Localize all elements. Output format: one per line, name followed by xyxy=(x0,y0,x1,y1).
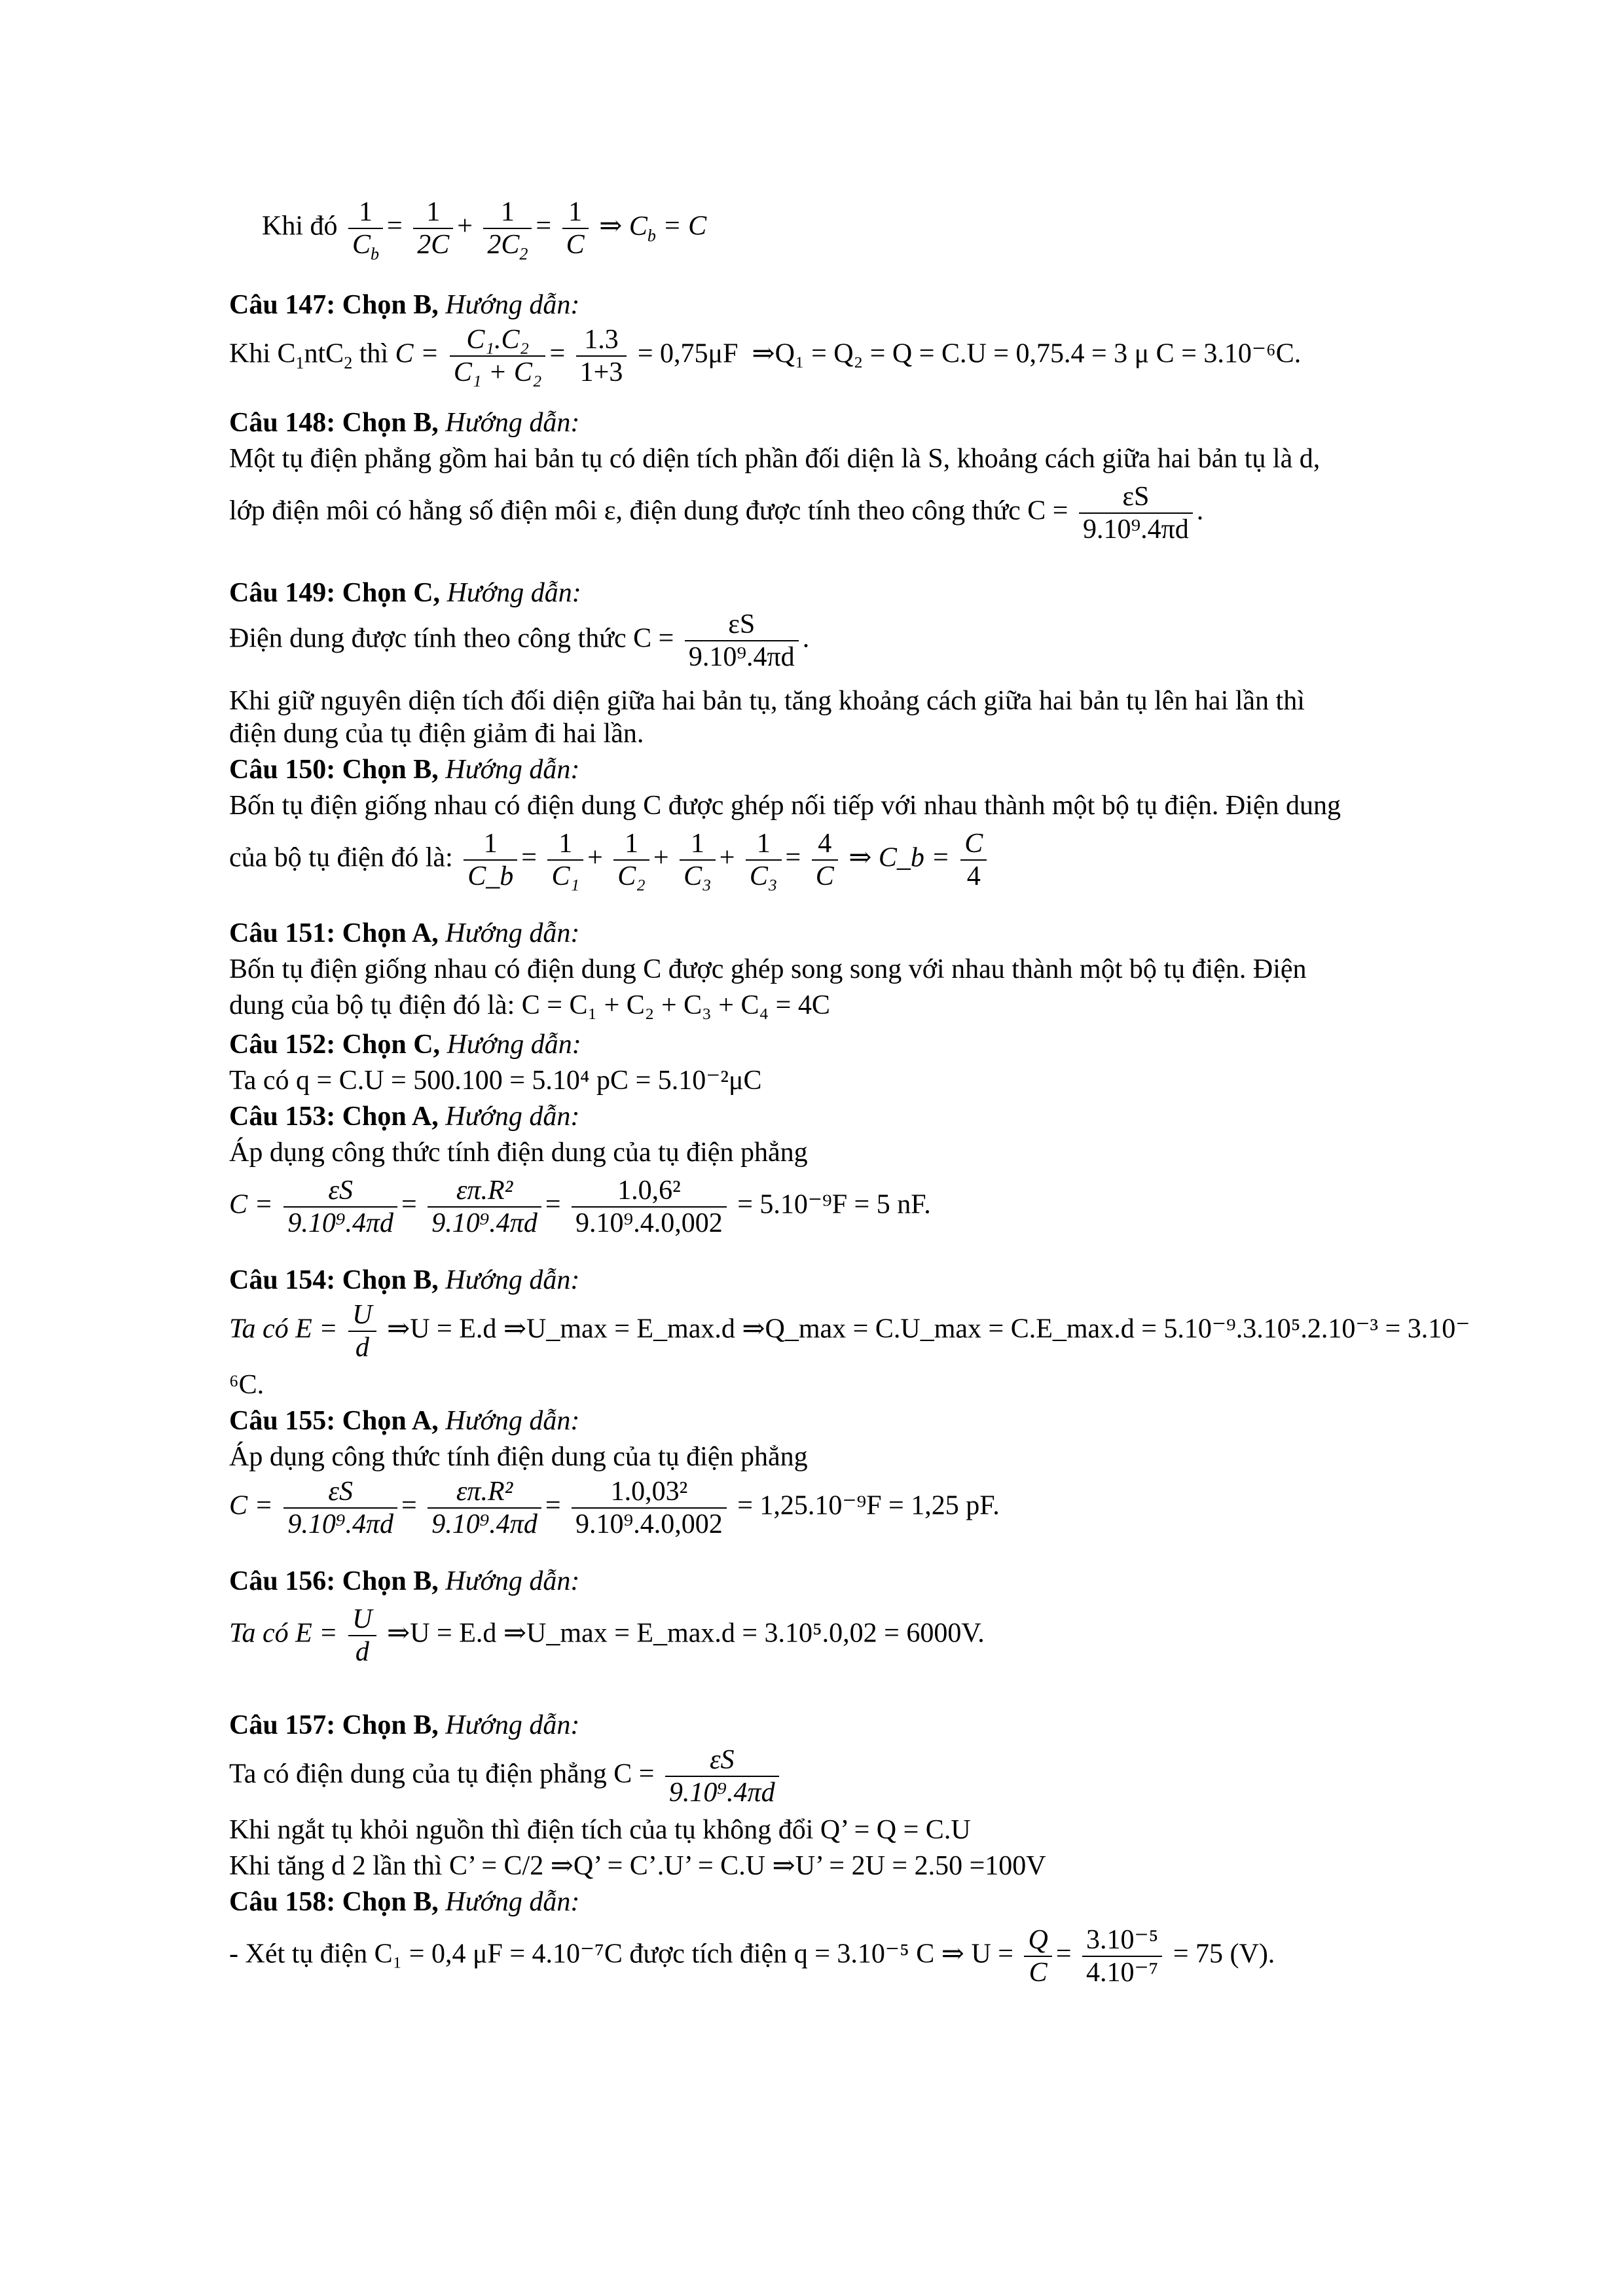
fraction: $\frac{1}{C}$ xyxy=(562,196,589,260)
question-heading: Câu 151: Chọn A, Hướng dẫn: xyxy=(229,918,580,948)
question-heading: Câu 154: Chọn B, Hướng dẫn: xyxy=(229,1265,580,1295)
fraction: $\frac{1}{C\_b}$ xyxy=(464,828,517,892)
formula-line: - Xét tụ điện C₁ = 0,4 μF = 4.10⁻⁷C được tích điện q = 3.10⁻⁵ C ⇒ U = $\frac{Q}{C}$ = $\frac{\text{3.10⁻⁵}}{\text{4.10⁻⁷}}$ = 75 (V). xyxy=(229,1925,1275,1988)
paragraph: Bốn tụ điện giống nhau có điện dung C được ghép nối tiếp với nhau thành một bộ tụ điện. Điện dung xyxy=(229,791,1341,821)
fraction: $\frac{\varepsilon S}{\text{9.10⁹.4πd}}$ xyxy=(283,1476,397,1540)
fraction: $\frac{1}{2C}$ xyxy=(413,196,453,260)
question-heading: Câu 153: Chọn A, Hướng dẫn: xyxy=(229,1102,580,1132)
paragraph: Khi giữ nguyên diện tích đối diện giữa hai bản tụ, tăng khoảng cách giữa hai bản tụ lên hai lần thì xyxy=(229,686,1305,716)
paragraph: Áp dụng công thức tính điện dung của tụ điện phẳng xyxy=(229,1442,808,1472)
question-heading: Câu 150: Chọn B, Hướng dẫn: xyxy=(229,755,580,785)
paragraph: Một tụ điện phẳng gồm hai bản tụ có diện tích phần đối diện là S, khoảng cách giữa hai bản tụ là d, xyxy=(229,444,1321,474)
fraction: $\frac{\varepsilon S}{\text{9.10⁹.4πd}}$ xyxy=(1079,481,1193,545)
fraction: $\frac{1}{\text{C₃}}$ xyxy=(680,828,716,892)
question-heading: Câu 156: Chọn B, Hướng dẫn: xyxy=(229,1566,580,1596)
formula-line: Ta có điện dung của tụ điện phẳng C = $\frac{\varepsilon S}{\text{9.10⁹.4πd}}$ xyxy=(229,1744,783,1808)
fraction: $\frac{Q}{C}$ xyxy=(1024,1924,1051,1988)
fraction: $\frac{\text{C₁.C₂}}{\text{C₁ + C₂}}$ xyxy=(450,324,546,388)
paragraph: ⁶C. xyxy=(229,1370,264,1400)
fraction: $\frac{1}{C_b}$ xyxy=(348,196,383,260)
fraction: $\frac{\text{1.0,6²}}{\text{9.10⁹.4.0,002}}$ xyxy=(572,1175,727,1239)
question-heading: Câu 157: Chọn B, Hướng dẫn: xyxy=(229,1710,580,1740)
fraction: $\frac{\varepsilon S}{\text{9.10⁹.4πd}}$ xyxy=(665,1744,779,1808)
fraction: $\frac{1}{\text{C₃}}$ xyxy=(746,828,782,892)
question-heading: Câu 147: Chọn B, Hướng dẫn: xyxy=(229,290,580,320)
fraction: $\frac{1}{\text{C₂}}$ xyxy=(613,828,649,892)
fraction: $\frac{U}{d}$ xyxy=(348,1604,376,1668)
question-heading: Câu 155: Chọn A, Hướng dẫn: xyxy=(229,1406,580,1436)
fraction: $\frac{U}{d}$ xyxy=(348,1299,376,1363)
question-heading: Câu 149: Chọn C, Hướng dẫn: xyxy=(229,578,581,608)
fraction: $\frac{\varepsilon S}{\text{9.10⁹.4πd}}$ xyxy=(283,1175,397,1239)
paragraph: điện dung của tụ điện giảm đi hai lần. xyxy=(229,719,644,749)
paragraph: Khi ngắt tụ khỏi nguồn thì điện tích của tụ không đổi Q’ = Q = C.U xyxy=(229,1815,971,1845)
fraction: $\frac{1}{\text{C₁}}$ xyxy=(547,828,583,892)
formula-line: lớp điện môi có hằng số điện môi ε, điện dung được tính theo công thức C = $\frac{\varepsilon S}{\text{9.10⁹.4πd}}$ . xyxy=(229,482,1204,545)
fraction: $\frac{\text{επ.R²}}{\text{9.10⁹.4πd}}$ xyxy=(428,1175,541,1239)
formula-line: C = $\frac{\varepsilon S}{\text{9.10⁹.4πd}}$ = $\frac{\text{επ.R²}}{\text{9.10⁹.4πd}}$ = $\frac{\text{1.0,6²}}{\text{9.10⁹.4.0,002}}$ = 5.10⁻⁹F = 5 nF. xyxy=(229,1175,931,1238)
formula-line: Ta có E = $\frac{U}{d}$ ⇒U = E.d ⇒U_max = E_max.d ⇒Q_max = C.U_max = C.E_max.d = 5.10⁻⁹.3.10⁵.2.10⁻³ = 3.10⁻ xyxy=(229,1300,1470,1363)
paragraph: Khi tăng d 2 lần thì C’ = C/2 ⇒Q’ = C’.U’ = C.U ⇒U’ = 2U = 2.50 =100V xyxy=(229,1851,1046,1881)
paragraph: Áp dụng công thức tính điện dung của tụ điện phẳng xyxy=(229,1138,808,1168)
paragraph: Bốn tụ điện giống nhau có điện dung C được ghép song song với nhau thành một bộ tụ điện. Điện xyxy=(229,954,1307,984)
paragraph: Ta có q = C.U = 500.100 = 5.10⁴ pC = 5.10⁻²μC xyxy=(229,1066,762,1096)
fraction: $\frac{C}{4}$ xyxy=(960,828,987,892)
formula-line: C = $\frac{\varepsilon S}{\text{9.10⁹.4πd}}$ = $\frac{\text{επ.R²}}{\text{9.10⁹.4πd}}$ = $\frac{\text{1.0,03²}}{\text{9.10⁹.4.0,002}}$ = 1,25.10⁻⁹F = 1,25 pF. xyxy=(229,1477,1000,1539)
question-heading: Câu 158: Chọn B, Hướng dẫn: xyxy=(229,1887,580,1917)
fraction: $\frac{\varepsilon S}{\text{9.10⁹.4πd}}$ xyxy=(685,609,799,673)
fraction: $\frac{\text{επ.R²}}{\text{9.10⁹.4πd}}$ xyxy=(428,1476,541,1540)
fraction: $\frac{1}{2C_2}$ xyxy=(483,196,532,260)
text: Khi đó xyxy=(262,211,338,242)
formula-line: Điện dung được tính theo công thức C = $\frac{\varepsilon S}{\text{9.10⁹.4πd}}$ . xyxy=(229,609,810,672)
fraction: $\frac{\text{3.10⁻⁵}}{\text{4.10⁻⁷}}$ xyxy=(1082,1924,1162,1988)
fraction: $\frac{\text{1.0,03²}}{\text{9.10⁹.4.0,002}}$ xyxy=(572,1476,727,1540)
paragraph: dung của bộ tụ điện đó là: C = C₁ + C₂ + C₃ + C₄ = 4C xyxy=(229,990,830,1020)
formula-line: Khi đó $\frac{1}{C_b}$ = $\frac{1}{2C}$ + $\frac{1}{2C_2}$ = $\frac{1}{C}$ ⇒ $C_b = C$ xyxy=(262,197,707,264)
formula-line: Ta có E = $\frac{U}{d}$ ⇒U = E.d ⇒U_max = E_max.d = 3.10⁵.0,02 = 6000V. xyxy=(229,1604,985,1667)
fraction: $\frac{1.3}{1+3}$ xyxy=(576,324,627,388)
question-heading: Câu 148: Chọn B, Hướng dẫn: xyxy=(229,408,580,438)
formula-line: của bộ tụ điện đó là: $\frac{1}{C\_b}$ = $\frac{1}{\text{C₁}}$ + $\frac{1}{\text{C₂}}$ + $\frac{1}{\text{C₃}}$ + $\frac{1}{\text{C₃}}$ = $\frac{4}{C}$ ⇒ C_b = $\frac{C}{4}$ xyxy=(229,828,991,892)
fraction: $\frac{4}{C}$ xyxy=(812,828,838,892)
formula-line: Khi $C_1ntC_2$ thì C = $\frac{\text{C₁.C₂}}{\text{C₁ + C₂}}$ = $\frac{1.3}{1+3}$ = 0,75μF ⇒Q₁ = Q₂ = Q = C.U = 0,75.4 = 3 μ C = 3.10⁻⁶C. xyxy=(229,325,1302,387)
question-heading: Câu 152: Chọn C, Hướng dẫn: xyxy=(229,1030,581,1060)
